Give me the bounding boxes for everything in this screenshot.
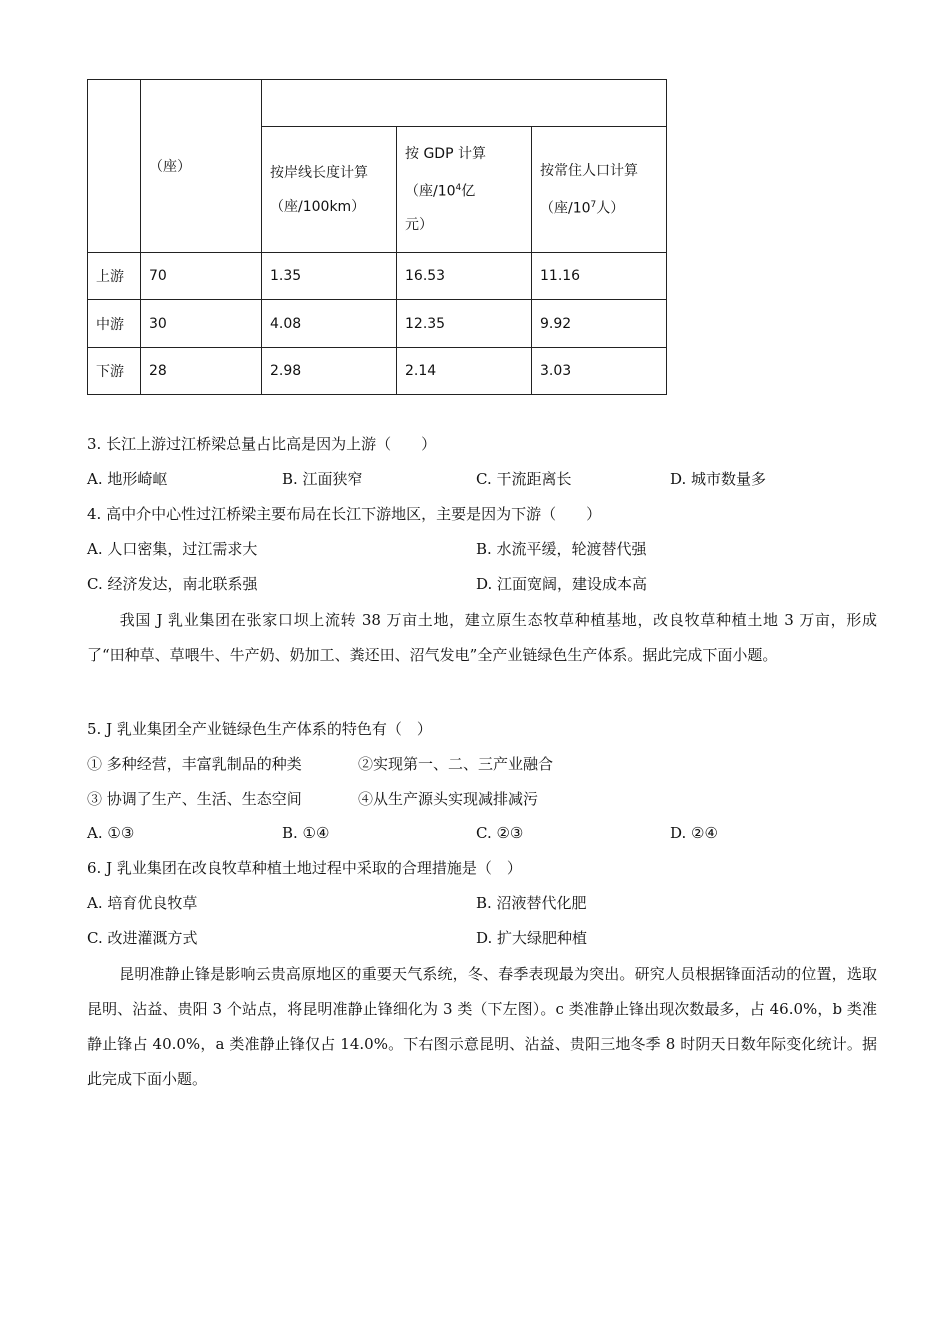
- question-6-option-c: C. 改进灌溉方式: [87, 929, 198, 947]
- count-cell: 70: [141, 253, 262, 300]
- count-header-cell: [141, 80, 262, 253]
- shoreline-cell: 1.35: [262, 253, 397, 300]
- density-header-cell: [262, 80, 667, 127]
- count-cell: 28: [141, 348, 262, 395]
- question-5-option-c: C. ②③: [476, 824, 524, 842]
- question-6-stem: 6. J 乳业集团在改良牧草种植土地过程中采取的合理措施是（ ）: [87, 859, 522, 877]
- question-3-option-d: D. 城市数量多: [670, 470, 767, 488]
- population-header-cell: [532, 127, 667, 253]
- count-cell: 30: [141, 300, 262, 348]
- corner-cell: [88, 80, 141, 253]
- bridge-statistics-table: [87, 79, 667, 395]
- question-5-option-b: B. ①④: [282, 824, 330, 842]
- table-row: [88, 348, 667, 395]
- question-5-statement-1: ① 多种经营，丰富乳制品的种类: [87, 755, 302, 773]
- population-header-unit: （座$/10^7$人）: [540, 199, 625, 217]
- region-cell: 下游: [88, 348, 141, 395]
- shoreline-header-title: 按岸线长度计算: [270, 164, 368, 181]
- question-3-option-a: A. 地形崎岖: [87, 470, 168, 488]
- question-3-stem: 3. 长江上游过江桥梁总量占比高是因为上游（ ）: [87, 435, 437, 453]
- gdp-cell: 2.14: [397, 348, 532, 395]
- question-5-statement-3: ③ 协调了生产、生活、生态空间: [87, 790, 302, 808]
- table-row: [88, 300, 667, 348]
- gdp-header-title: 按 GDP 计算: [405, 145, 486, 162]
- shoreline-header-unit: （座/100km）: [270, 198, 366, 215]
- table-row: [88, 253, 667, 300]
- question-4-option-a: A. 人口密集，过江需求大: [87, 540, 258, 558]
- region-cell: 中游: [88, 300, 141, 348]
- question-5-stem: 5. J 乳业集团全产业链绿色生产体系的特色有（ ）: [87, 720, 432, 738]
- gdp-header-cell: [397, 127, 532, 253]
- question-4-option-c: C. 经济发达，南北联系强: [87, 575, 258, 593]
- shoreline-cell: 4.08: [262, 300, 397, 348]
- gdp-header-unit-tail: 元）: [405, 217, 433, 234]
- population-header-title: 按常住人口计算: [540, 162, 638, 179]
- population-cell: 11.16: [532, 253, 667, 300]
- region-cell: 上游: [88, 253, 141, 300]
- question-6-option-b: B. 沼液替代化肥: [476, 894, 587, 912]
- question-4-option-b: B. 水流平缓，轮渡替代强: [476, 540, 647, 558]
- shoreline-cell: 2.98: [262, 348, 397, 395]
- question-5-statement-4: ④从生产源头实现减排减污: [358, 790, 539, 808]
- question-3-option-c: C. 干流距离长: [476, 470, 572, 488]
- question-6-option-d: D. 扩大绿肥种植: [476, 929, 588, 947]
- question-5-option-d: D. ②④: [670, 824, 718, 842]
- question-5-option-a: A. ①③: [87, 824, 135, 842]
- gdp-cell: 12.35: [397, 300, 532, 348]
- question-6-option-a: A. 培育优良牧草: [87, 894, 198, 912]
- question-4-stem: 4. 高中介中心性过江桥梁主要布局在长江下游地区，主要是因为下游（ ）: [87, 505, 602, 523]
- gdp-cell: 16.53: [397, 253, 532, 300]
- passage-kunming-front: 昆明准静止锋是影响云贵高原地区的重要天气系统，冬、春季表现最为突出。研究人员根据锋面活动的位置，选取昆明、沾益、贵阳 3 个站点，将昆明准静止锋细化为 3 类（下左图）。c 类准静止锋出现次数最多，占 46.0%，b 类准静止锋占 40.0%，a 类准静止锋仅占 14.0%。下右图示意昆明、沾益、贵阳三地冬季 8 时阴天日数年际变化统计。据此完成下面小题。: [87, 965, 877, 1088]
- gdp-header-unit: （座$/10^4$亿: [405, 182, 476, 200]
- passage-dairy-group: 我国 J 乳业集团在张家口坝上流转 38 万亩土地，建立原生态牧草种植基地，改良牧草种植土地 3 万亩，形成了“田种草、草喂牛、牛产奶、奶加工、粪还田、沼气发电”全产业链绿色生产体系。据此完成下面小题。: [87, 611, 877, 664]
- shoreline-header-cell: [262, 127, 397, 253]
- question-4-option-d: D. 江面宽阔，建设成本高: [476, 575, 648, 593]
- count-unit-label: （座）: [149, 159, 191, 175]
- question-3-option-b: B. 江面狭窄: [282, 470, 363, 488]
- question-5-statement-2: ②实现第一、二、三产业融合: [358, 755, 554, 773]
- population-cell: 9.92: [532, 300, 667, 348]
- population-cell: 3.03: [532, 348, 667, 395]
